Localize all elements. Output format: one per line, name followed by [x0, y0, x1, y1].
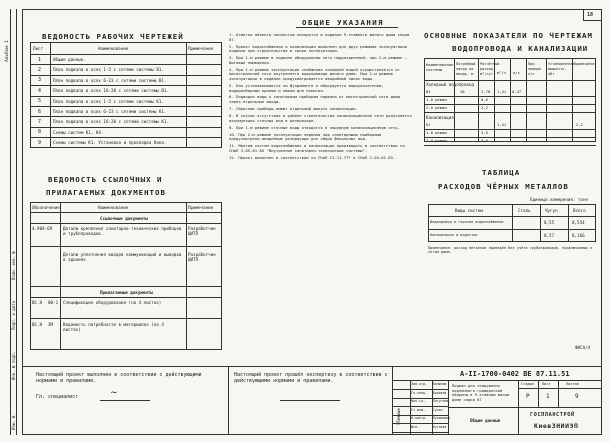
ind-header: Потребный напор на вводе, м [456, 62, 476, 76]
wd-row-number: 3 [38, 77, 42, 84]
general-note-item: 7. Сбросные приборы имеют отдельный выпуск канализации. [229, 106, 358, 112]
referenced-docs-title-1: ВЕДОМОСТЬ ССЫЛОЧНЫХ И [48, 175, 163, 184]
metals-note: Примечание: расход металлов приведён без учёта трубопроводов, подключаемых к сетям дома. [428, 246, 593, 255]
att-num: 00-1 [48, 300, 59, 305]
ind-header: Установленная мощность, кВт [548, 62, 575, 76]
tb-role: Н.контр. [411, 416, 428, 421]
wd-row-number: 8 [38, 129, 42, 136]
general-note-item: 11. Монтаж систем водоснабжения и канализации производить в соответствии со СНиП 3.05.01-85 "Внутренние санитарно-технические системы". [229, 143, 405, 153]
stamp-role: Гл. специалист [36, 394, 79, 400]
general-notes-title: ОБЩИЕ УКАЗАНИЯ [302, 18, 384, 27]
ind-cell-name: 1-й режим [426, 130, 447, 135]
metals-row-name: Водопровод и горячее водоснабжение [430, 220, 504, 224]
ref-name: Детали уплотнения вводов коммуникаций и выводов в зданиях [63, 252, 182, 262]
wd-row-name: План подвала в осях 1-5 с сетями системы К1. [53, 98, 164, 104]
working-drawings-title: ВЕДОМОСТЬ РАБОЧИХ ЧЕРТЕЖЕЙ [42, 32, 184, 41]
metals-header: Чугун [545, 208, 558, 213]
tb-role: Зав.отд. [411, 382, 428, 386]
metals-row-total: 0,554 [572, 220, 585, 225]
album-label: Альбом 1 [5, 40, 10, 62]
ref-note: Разработчик ЦИТП [188, 226, 216, 236]
general-note-item: 6. Подводка воды к санитарным приборам подвала от магистральной сети дома через отдельные вводы. [229, 94, 400, 105]
ind-cell-ls: 0,47 [512, 89, 522, 94]
metals-title-2: РАСХОДОВ ЧЁРНЫХ МЕТАЛЛОВ [438, 182, 569, 191]
ind-cell-name: В1 [426, 89, 431, 94]
general-note-item: 5. Бак устанавливается на фундаменте и оборудуется водоуказателем, водоразборным краном и люком для осмотра. [229, 82, 384, 93]
section-attached: Прилагаемые документы [100, 290, 153, 295]
ind-cell-day: 3,6 [481, 138, 488, 143]
indicators-title-2: ВОДОПРОВОДА И КАНАЛИЗАЦИИ [452, 44, 589, 53]
ref-name: Детали крепления санитарно-технических приборов и трубопроводов. [63, 226, 182, 236]
title-vertical-label: Убежище [396, 408, 401, 425]
general-note-item: 10. При 2-м режиме эксплуатации подвала под санитарными приборами предусмотрены аварийные резервуары для сбора фекальных вод. [229, 131, 382, 142]
tb-name: Лягутина [433, 399, 449, 404]
att-code: ВС.Н [32, 322, 43, 327]
ind-header: При пожаре л/с [528, 62, 541, 76]
wd-row-name: План подвала в осях 16-20 с сетями системы В1. [53, 88, 169, 94]
wd-row-name: План подвала в осях 6-23 с сетями системы К1. [53, 109, 167, 114]
ind-header: Наименование системы [426, 62, 454, 72]
sheets-value: 9 [575, 393, 579, 400]
sheet-value: 1 [546, 393, 550, 400]
metals-row-total: 0,166 [572, 233, 585, 238]
side-stamp-label: Взам. инв. № [11, 251, 16, 280]
sheets-label: Листов [566, 382, 579, 386]
ind-cell-day: 2,2 [481, 105, 488, 110]
metals-subtitle: Единица измерения: тонн [530, 197, 588, 202]
stamp-compliance-text: Настоящий проект выполнен в соответствии с действующими нормами и правилами. [36, 372, 202, 384]
stage-label: Стадия [521, 382, 534, 386]
metals-header: Сталь [518, 208, 531, 213]
metals-row-name: Канализация и водосток [430, 233, 478, 237]
wd-row-number: 6 [38, 108, 42, 115]
att-num: ЗМ [48, 322, 54, 327]
ind-cell-day: 0,6 [481, 97, 488, 102]
ind-cell-note: 2,2 [576, 122, 583, 127]
wd-row-name: План подвала в осях 6-23 с сетями системы В1. [53, 77, 167, 83]
ind-header: м³/ч [497, 70, 507, 75]
side-stamp-label: Изм. № [11, 415, 16, 430]
col-header-sheet: Лист [33, 46, 44, 51]
general-note-item: 4. При 1-м режиме эксплуатации снабжение холодной водой осуществляется от магистральной сети внутреннего водопровода жилого дома. При 2-м режиме эксплуатации в подвале предусматривается аварийный запас воды. [229, 66, 400, 81]
col-header-name: Наименование [98, 205, 129, 210]
tb-role: Гл.спец. [411, 390, 428, 395]
wd-row-number: 7 [38, 118, 42, 125]
general-note-item: 8. В случае отсутствия в районе строительства канализационной сети допускается аккумуляция сточных вод в резервуаре. [229, 113, 412, 123]
ind-cell-day: 2,78 [481, 89, 491, 94]
ind-cell-hour: 1,41 [497, 122, 507, 127]
ind-cell-hour: 1,41 [497, 89, 507, 94]
ind-cell-head: 10 [460, 89, 465, 94]
ind-cell-name: 2-й режим [426, 138, 447, 143]
ref-note: Разработчик ЦИТП [188, 252, 216, 262]
tb-role: Ст.инж. [411, 407, 426, 412]
general-note-item: 1. Отметки объекта полностью находятся в подвале 9-этажного жилого дома серии 87. [229, 32, 410, 42]
side-stamp-label: Инв. № подл. [11, 351, 16, 380]
sheet-title: Общие данные [470, 418, 501, 423]
sheet-number: 18 [587, 12, 594, 18]
att-name: Спецификация оборудования (на 4 листах) [63, 300, 162, 305]
stage-value: Р [526, 393, 530, 400]
ind-cell-day: 3,6 [481, 130, 488, 135]
wd-row-number: 9 [38, 139, 42, 146]
wd-row-number: 2 [38, 66, 42, 73]
org-line-1: ГОСПЛАНСТРОЙ [530, 412, 575, 418]
drawing-code: А-II-1700-0402 ВЕ 87.11.51 [460, 370, 570, 378]
general-note-item: 9. При 1-м режиме сточные воды отводятся в наружную канализационную сеть. [229, 124, 400, 130]
wd-row-name: План подвала в осях 1-5 с сетями системы В1. [53, 67, 164, 73]
general-note-item: 2. Проект водоснабжения и канализации выполнен для двух режимов эксплуатации подвала при строительстве в сроки эксплуатации. [229, 43, 408, 54]
ind-section-water: Холодный водопровод [426, 82, 474, 87]
org-line-2: КиевЗНИИЭП [534, 422, 579, 430]
att-code: ВС.Н [32, 300, 43, 305]
col-header-note: Примечание [188, 46, 214, 51]
wd-row-name: Схемы системы К1. Установка и прокладка бака. [53, 140, 167, 146]
wd-row-number: 1 [38, 56, 42, 63]
general-note-item: 3. При 1-м режиме в подвале оборудованы пять подразделений; при 2-м режиме — бытовые помещения. [229, 55, 408, 65]
ref-code: 4.904-69 [32, 226, 53, 231]
section-referenced: Ссылочные документы [100, 216, 148, 221]
ind-cell-name: 1-й режим [426, 97, 447, 102]
side-stamp-label: Подп. и дата [11, 301, 16, 330]
signature-image: ~ [110, 388, 118, 398]
general-notes-list [229, 33, 413, 163]
wd-row-name: План подвала в осях 16-20 с сетями системы К1. [53, 119, 169, 125]
indicators-title-1: ОСНОВНЫЕ ПОКАЗАТЕЛИ ПО ЧЕРТЕЖАМ [424, 31, 593, 40]
format-label: Ф8СА/4 [575, 345, 591, 350]
wd-row-name: Схемы систем К1, К4. [53, 129, 104, 135]
col-header-code: Обозначение [32, 205, 60, 210]
tb-name: Сукач [433, 407, 443, 412]
ind-header: л/с [513, 70, 520, 75]
ind-cell-name: 2-й режим [426, 105, 447, 110]
binding-strip-line [16, 9, 17, 435]
metals-title-1: ТАБЛИЦА [482, 168, 521, 177]
ind-cell-name: К1 [426, 122, 431, 127]
wd-row-number: 5 [38, 98, 42, 105]
ind-header: Расчётный расход м³/сут [480, 62, 500, 76]
referenced-docs-title-2: ПРИЛАГАЕМЫХ ДОКУМЕНТОВ [46, 188, 166, 197]
stamp-expertise-text: Настоящий проект прошёл экспертизу в соответствии с действующими нормами и правилами. [234, 372, 388, 384]
metals-header: Виды систем [455, 208, 483, 213]
wd-row-number: 4 [38, 87, 42, 94]
tb-name: Кутаева [433, 425, 447, 429]
tb-name: Боровик [433, 390, 447, 395]
metals-row-iron: 0,57 [544, 233, 555, 238]
tb-role: Исп. [411, 425, 420, 429]
col-header-name: Наименование [98, 46, 129, 51]
general-note-item: 12. Проект выполнен в соответствии со СНиП II-11-77* и СНиП 2.04.01-85. [229, 154, 396, 160]
project-description: Подвал для сооружения подземного гражданской обороны в 9-этажном жилом доме серии 87 [452, 383, 510, 402]
metals-header: Всего [573, 208, 586, 213]
ind-header: Примечание [574, 62, 595, 66]
ind-section-sewer: Канализация [426, 115, 454, 120]
tb-name: Лукашевич [433, 416, 451, 421]
sheet-label: Лист [542, 382, 551, 386]
col-header-note: Примечание [188, 205, 214, 210]
tb-name: Копылов [433, 382, 447, 386]
metals-row-iron: 0,55 [544, 220, 555, 225]
wd-row-name: Общие данные. [53, 57, 86, 62]
att-name: Ведомость потребности в материалах (на 4 листах) [63, 322, 164, 332]
tb-role: Нач.гр. [411, 399, 426, 404]
